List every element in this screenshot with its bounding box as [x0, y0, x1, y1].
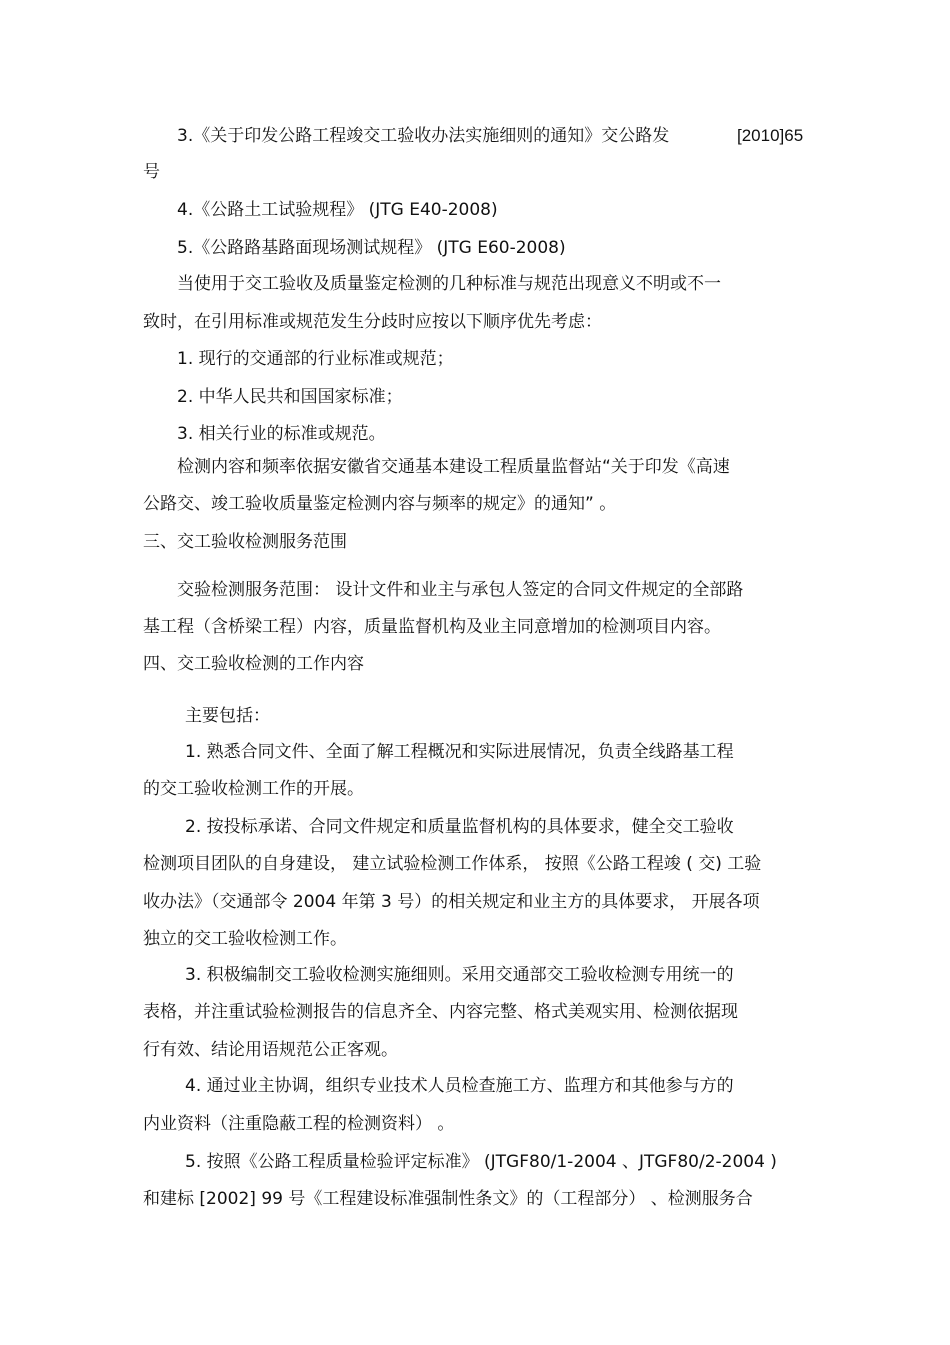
section-heading: 四、交工验收检测的工作内容	[143, 654, 364, 674]
list-item: 2. 中华人民共和国国家标准；	[177, 387, 403, 407]
paragraph-line: 3. 积极编制交工验收检测实施细则。采用交通部交工验收检测专用统一的	[185, 965, 734, 985]
paragraph-line: 主要包括：	[185, 706, 270, 726]
section-heading: 三、交工验收检测服务范围	[143, 532, 347, 552]
paragraph-line: 4. 通过业主协调，组织专业技术人员检查施工方、监理方和其他参与方的	[185, 1076, 734, 1096]
paragraph-line: 1. 熟悉合同文件、全面了解工程概况和实际进展情况，负责全线路基工程	[185, 742, 734, 762]
paragraph-line: 收办法》（交通部令 2004 年第 3 号）的相关规定和业主方的具体要求， 开展各项	[143, 892, 760, 912]
paragraph-line: 检测项目团队的自身建设， 建立试验检测工作体系， 按照《公路工程竣 ( 交) 工验	[143, 854, 762, 874]
paragraph-line: 的交工验收检测工作的开展。	[143, 779, 364, 799]
paragraph-line: 和建标 [2002] 99 号《工程建设标准强制性条文》的（工程部分） 、检测服务合	[143, 1189, 753, 1209]
paragraph-line: 独立的交工验收检测工作。	[143, 929, 347, 949]
paragraph-line: 致时，在引用标准或规范发生分歧时应按以下顺序优先考虑：	[143, 312, 602, 332]
paragraph-line: 交验检测服务范围： 设计文件和业主与承包人签定的合同文件规定的全部路	[177, 580, 744, 600]
paragraph-line: 检测内容和频率依据安徽省交通基本建设工程质量监督站“关于印发《高速	[177, 457, 730, 477]
paragraph-line: 5.《公路路基路面现场测试规程》 (JTG E60-2008)	[177, 238, 566, 258]
paragraph-line: 表格，并注重试验检测报告的信息齐全、内容完整、格式美观实用、检测依据现	[143, 1002, 738, 1022]
paragraph-line: 4.《公路土工试验规程》 (JTG E40-2008)	[177, 200, 498, 220]
paragraph-line: 公路交、竣工验收质量鉴定检测内容与频率的规定》的通知” 。	[143, 494, 617, 514]
paragraph-line-number: [2010]65	[737, 126, 804, 145]
paragraph-line: 基工程（含桥梁工程）内容，质量监督机构及业主同意增加的检测项目内容。	[143, 617, 721, 637]
paragraph-line: 2. 按投标承诺、合同文件规定和质量监督机构的具体要求，健全交工验收	[185, 817, 734, 837]
paragraph-line: 内业资料（注重隐蔽工程的检测资料） 。	[143, 1114, 455, 1134]
paragraph-line: 当使用于交工验收及质量鉴定检测的几种标准与规范出现意义不明或不一	[177, 274, 721, 294]
paragraph-line: 5. 按照《公路工程质量检验评定标准》 (JTGF80/1-2004 、JTGF80/2-2004 )	[185, 1152, 777, 1172]
list-item: 3. 相关行业的标准或规范。	[177, 424, 386, 444]
paragraph-line: 3.《关于印发公路工程竣交工验收办法实施细则的通知》交公路发	[177, 126, 670, 146]
list-item: 1. 现行的交通部的行业标准或规范；	[177, 349, 454, 369]
paragraph-line: 行有效、结论用语规范公正客观。	[143, 1040, 398, 1060]
paragraph-line: 号	[143, 162, 160, 182]
